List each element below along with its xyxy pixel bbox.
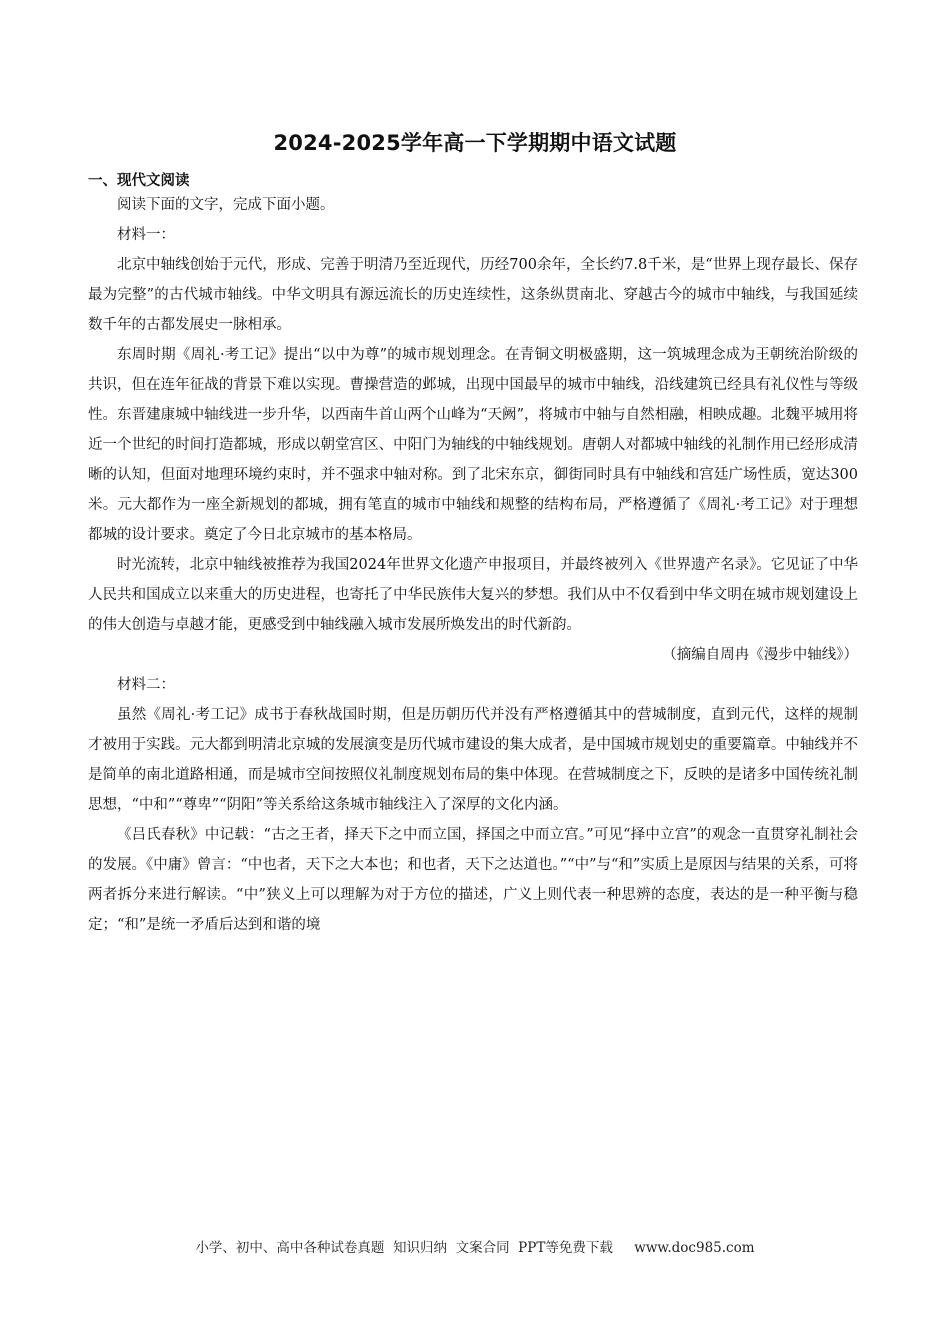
instruction-text: 阅读下面的文字，完成下面小题。 bbox=[117, 197, 335, 213]
page-footer: 小学、初中、高中各种试卷真题 知识归纳 文案合同 PPT等免费下载 www.doc985.com bbox=[195, 1240, 755, 1256]
document-title: 2024-2025学年高一下学期期中语文试题 bbox=[273, 131, 677, 155]
material2-label: 材料二： bbox=[117, 677, 175, 693]
material2-paragraph: 虽然《周礼·考工记》成书于春秋战国时期，但是历朝历代并没有严格遵循其中的营城制度，直到元代，这样的规制才被用于实践。元大都到明清北京城的发展演变是历代城市建设的集大成者，是中国城市规划史的重要篇章。中轴线并不是简单的南北道路相通，而是城市空间按照仪礼制度规划布局的集中体现。在营城制度之下，反映的是诸多中国传统礼制思想，“中和”“尊卑”“阴阳”等关系给这条城市轴线注入了深厚的文化内涵。 bbox=[88, 707, 858, 813]
material1-paragraph: 时光流转，北京中轴线被推荐为我国2024年世界文化遗产申报项目，并最终被列入《世界遗产名录》。它见证了中华人民共和国成立以来重大的历史进程，也寄托了中华民族伟大复兴的梦想。我们从中不仅看到中华文明在城市规划建设上的伟大创造与卓越才能，更感受到中轴线融入城市发展所焕发出的时代新韵。 bbox=[88, 557, 858, 633]
material2-paragraph: 《吕氏春秋》中记载：“古之王者，择天下之中而立国，择国之中而立宫。”可见“择中立宫”的观念一直贯穿礼制社会的发展。《中庸》曾言：“中也者，天下之大本也；和也者，天下之达道也。”“中”与“和”实质上是原因与结果的关系，可将两者拆分来进行解读。“中”狭义上可以理解为对于方位的描述，广义上则代表一种思辨的态度，表达的是一种平衡与稳定；“和”是统一矛盾后达到和谐的境 bbox=[88, 827, 858, 933]
material1-source: （摘编自周冉《漫步中轴线》） bbox=[662, 647, 858, 663]
document-body bbox=[88, 190, 858, 940]
material1-paragraph: 东周时期《周礼·考工记》提出“以中为尊”的城市规划理念。在青铜文明极盛期，这一筑城理念成为王朝统治阶级的共识，但在连年征战的背景下难以实现。曹操营造的邺城，出现中国最早的城市中轴线，沿线建筑已经具有礼仪性与等级性。东晋建康城中轴线进一步升华，以西南牛首山两个山峰为“天阙”，将城市中轴与自然相融，相映成趣。北魏平城用将近一个世纪的时间打造都城，形成以朝堂宫区、中阳门为轴线的中轴线规划。唐朝人对都城中轴线的礼制作用已经形成清晰的认知，但面对地理环境约束时，并不强求中轴对称。到了北宋东京，御街同时具有中轴线和宫廷广场性质，宽达300米。元大都作为一座全新规划的都城，拥有笔直的城市中轴线和规整的结构布局，严格遵循了《周礼·考工记》对于理想都城的设计要求。奠定了今日北京城市的基本格局。 bbox=[88, 347, 858, 543]
section-heading: 一、现代文阅读 bbox=[88, 173, 190, 189]
material1-label: 材料一： bbox=[117, 227, 175, 243]
material1-paragraph: 北京中轴线创始于元代，形成、完善于明清乃至近现代，历经700余年，全长约7.8千米，是“世界上现存最长、保存最为完整”的古代城市轴线。中华文明具有源远流长的历史连续性，这条纵贯南北、穿越古今的城市中轴线，与我国延续数千年的古都发展史一脉相承。 bbox=[88, 257, 858, 333]
